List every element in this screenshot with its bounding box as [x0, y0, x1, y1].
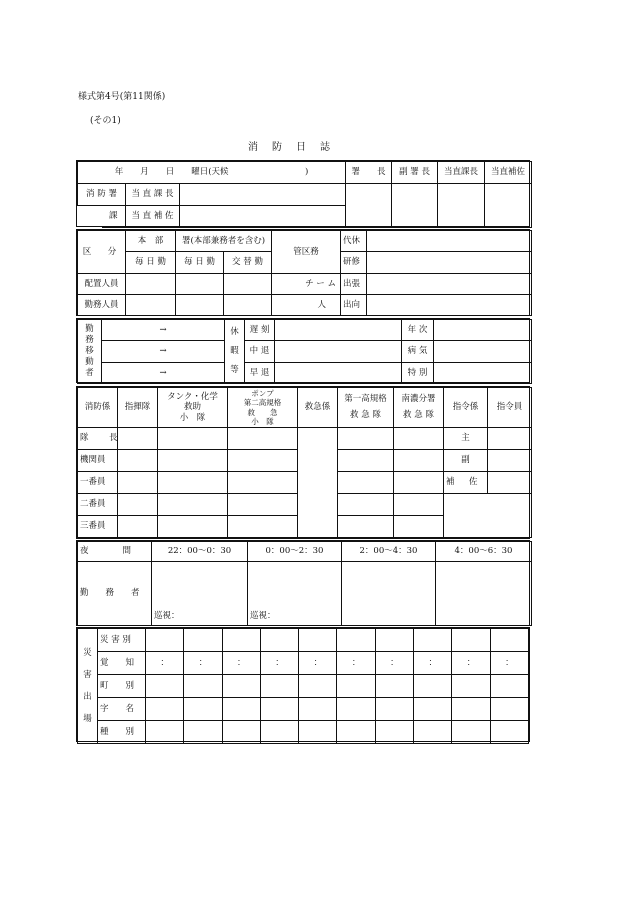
- duty-assistant-field[interactable]: [180, 206, 346, 228]
- fire-station-label: 消 防 署: [78, 184, 126, 206]
- town-cell[interactable]: [490, 675, 528, 698]
- tank-member3-field[interactable]: [158, 516, 228, 538]
- vice-chief-stamp[interactable]: [392, 184, 438, 228]
- category-cell[interactable]: [490, 721, 528, 744]
- disaster-type-cell[interactable]: [452, 629, 490, 652]
- member2-label: 二番員: [78, 494, 118, 516]
- slot2-patrol[interactable]: 巡視：: [248, 562, 342, 626]
- duty-section-chief-stamp[interactable]: [438, 184, 485, 228]
- sick-leave-field[interactable]: [434, 341, 532, 363]
- working-rotation-field[interactable]: [224, 295, 272, 316]
- hs1-engineer-field[interactable]: [338, 450, 394, 472]
- jurisdiction-label: 管区務: [272, 231, 341, 274]
- disaster-type-cell[interactable]: [337, 629, 375, 652]
- division-label: 区 分: [78, 231, 126, 274]
- tank-leader-field[interactable]: [158, 428, 228, 450]
- engineer-label: 機関員: [78, 450, 118, 472]
- cmd-engineer-field[interactable]: [118, 450, 158, 472]
- annual-leave-field[interactable]: [434, 320, 532, 341]
- station-daily-label: 毎 日 勤: [176, 252, 224, 274]
- town-cell[interactable]: [184, 675, 222, 698]
- command-unit-header: 指揮隊: [118, 388, 158, 428]
- member3-label: 三番員: [78, 516, 118, 538]
- slot4-header: 4：00〜6：30: [436, 542, 532, 562]
- category-cell[interactable]: [337, 721, 375, 744]
- date-weather-line: 年 月 日 曜日(天候 ): [78, 162, 346, 184]
- ems-header: 救急係: [298, 388, 338, 428]
- team-label: チ ー ム: [272, 274, 341, 295]
- dispatch-extra-field[interactable]: [444, 494, 532, 538]
- special-leave-label: 特 別: [402, 363, 434, 384]
- secondment-field[interactable]: [367, 295, 532, 316]
- hs1-member2-field[interactable]: [338, 494, 394, 516]
- address-cell[interactable]: [260, 698, 298, 721]
- address-cell[interactable]: [299, 698, 337, 721]
- disaster-type-cell[interactable]: [299, 629, 337, 652]
- disaster-dispatch-group-label: 災害出場: [78, 629, 98, 744]
- transfer-row-1[interactable]: →: [102, 320, 225, 341]
- annual-leave-label: 年 次: [402, 320, 434, 341]
- town-cell[interactable]: [299, 675, 337, 698]
- nanno-member2-field[interactable]: [394, 494, 444, 516]
- page-title: 消 防 日 誌: [248, 142, 332, 153]
- cmd-member1-field[interactable]: [118, 472, 158, 494]
- assigned-station-daily-field[interactable]: [176, 274, 224, 295]
- hs1-ems-header: 第一高規格 救 急 隊: [338, 388, 394, 428]
- address-cell[interactable]: [452, 698, 490, 721]
- working-personnel-label: 勤務人員: [78, 295, 126, 316]
- training-field[interactable]: [367, 252, 532, 274]
- awareness-time-cell[interactable]: ：: [414, 652, 452, 675]
- hs1-member1-field[interactable]: [338, 472, 394, 494]
- duty-assistant-stamp[interactable]: [485, 184, 532, 228]
- duty-section-chief-label: 当直課長: [438, 162, 485, 184]
- disaster-type-cell[interactable]: [184, 629, 222, 652]
- awareness-time-cell[interactable]: ：: [490, 652, 528, 675]
- business-trip-label: 出張: [341, 274, 367, 295]
- disaster-type-cell[interactable]: [222, 629, 260, 652]
- member1-label: 一番員: [78, 472, 118, 494]
- dispatch-main-label: 主: [444, 428, 488, 450]
- substitute-holiday-field[interactable]: [367, 231, 532, 252]
- assigned-personnel-label: 配置人員: [78, 274, 126, 295]
- chief-stamp[interactable]: [346, 184, 392, 228]
- section-disaster-dispatch: [76, 627, 530, 742]
- section-header-block: [76, 160, 530, 227]
- category-cell[interactable]: [260, 721, 298, 744]
- category-label: 種 別: [98, 721, 146, 744]
- transfer-group-label: 勤務移動者: [78, 320, 102, 384]
- section-transfer-leave: [76, 318, 530, 383]
- awareness-label: 覚 知: [98, 652, 146, 675]
- tank-engineer-field[interactable]: [158, 450, 228, 472]
- special-leave-field[interactable]: [434, 363, 532, 384]
- nanno-leader-field[interactable]: [394, 428, 444, 450]
- disaster-type-label: 災 害 別: [98, 629, 146, 652]
- awareness-time-cell[interactable]: ：: [452, 652, 490, 675]
- pump-member2-field[interactable]: [228, 494, 298, 516]
- nanno-engineer-field[interactable]: [394, 450, 444, 472]
- disaster-type-cell[interactable]: [375, 629, 413, 652]
- address-cell[interactable]: [222, 698, 260, 721]
- awareness-time-cell[interactable]: ：: [222, 652, 260, 675]
- assigned-hq-field[interactable]: [126, 274, 176, 295]
- disaster-type-cell[interactable]: [490, 629, 528, 652]
- dispatch-assist-field[interactable]: [488, 472, 532, 494]
- nanno-member1-field[interactable]: [394, 472, 444, 494]
- address-cell[interactable]: [184, 698, 222, 721]
- substitute-holiday-label: 代休: [341, 231, 367, 252]
- training-label: 研修: [341, 252, 367, 274]
- late-field[interactable]: [275, 320, 402, 341]
- awareness-time-cell[interactable]: ：: [184, 652, 222, 675]
- hq-label: 本 部: [126, 231, 176, 252]
- town-cell[interactable]: [260, 675, 298, 698]
- dispatch-sub-field[interactable]: [488, 450, 532, 472]
- awareness-time-cell[interactable]: ：: [299, 652, 337, 675]
- hq-daily-label: 毎 日 勤: [126, 252, 176, 274]
- section-unit-roster: [76, 386, 530, 539]
- hs1-member3-field[interactable]: [338, 516, 394, 538]
- section-label: 課: [102, 206, 126, 228]
- address-cell[interactable]: [375, 698, 413, 721]
- slot1-patrol[interactable]: 巡視：: [152, 562, 248, 626]
- leader-label: 隊 長: [78, 428, 118, 450]
- business-trip-field[interactable]: [367, 274, 532, 295]
- pump-leader-field[interactable]: [228, 428, 298, 450]
- vice-chief-label: 副 署 長: [392, 162, 438, 184]
- rotation-label: 交 替 勤: [224, 252, 272, 274]
- secondment-label: 出向: [341, 295, 367, 316]
- nanno-member3-field[interactable]: [394, 516, 444, 538]
- disaster-type-cell[interactable]: [146, 629, 184, 652]
- dispatch-main-field[interactable]: [488, 428, 532, 450]
- night-label: 夜 間: [78, 542, 152, 562]
- pump-engineer-field[interactable]: [228, 450, 298, 472]
- awareness-time-cell[interactable]: ：: [260, 652, 298, 675]
- leave-mid-field[interactable]: [275, 341, 402, 363]
- town-cell[interactable]: [414, 675, 452, 698]
- early-leave-field[interactable]: [275, 363, 402, 384]
- category-cell[interactable]: [222, 721, 260, 744]
- night-worker-label: 勤 務 者: [78, 562, 152, 626]
- section-personnel: [76, 229, 530, 316]
- working-station-daily-field[interactable]: [176, 295, 224, 316]
- category-cell[interactable]: [375, 721, 413, 744]
- category-cell[interactable]: [146, 721, 184, 744]
- category-cell[interactable]: [414, 721, 452, 744]
- late-label: 遅 刻: [245, 320, 275, 341]
- address-label: 字 名: [98, 698, 146, 721]
- cmd-member2-field[interactable]: [118, 494, 158, 516]
- nanno-ems-header: 南濃分署 救 急 隊: [394, 388, 444, 428]
- tank-chem-rescue-header: タンク・化学 救助 小 隊: [158, 388, 228, 428]
- duty-assistant-row-label: 当 直 補 佐: [126, 206, 180, 228]
- duty-section-chief-field[interactable]: [180, 184, 346, 206]
- tank-member1-field[interactable]: [158, 472, 228, 494]
- town-label: 町 別: [98, 675, 146, 698]
- pump-member1-field[interactable]: [228, 472, 298, 494]
- town-cell[interactable]: [146, 675, 184, 698]
- slot1-header: 22：00〜0：30: [152, 542, 248, 562]
- slot3-header: 2：00〜4：30: [342, 542, 436, 562]
- town-cell[interactable]: [375, 675, 413, 698]
- address-cell[interactable]: [337, 698, 375, 721]
- chief-label: 署 長: [346, 162, 392, 184]
- leave-mid-label: 中 退: [245, 341, 275, 363]
- town-cell[interactable]: [222, 675, 260, 698]
- dispatch-assist-label: 補 佐: [444, 472, 488, 494]
- leave-group-label: 休暇等: [225, 320, 245, 384]
- form-number: 様式第4号(第11関係): [78, 92, 166, 102]
- town-cell[interactable]: [452, 675, 490, 698]
- slot2-header: 0：00〜2：30: [248, 542, 342, 562]
- section-night-duty: [76, 540, 530, 626]
- slot4-field[interactable]: [436, 562, 532, 626]
- transfer-row-2[interactable]: →: [102, 341, 225, 363]
- slot3-field[interactable]: [342, 562, 436, 626]
- awareness-time-cell[interactable]: ：: [146, 652, 184, 675]
- address-cell[interactable]: [414, 698, 452, 721]
- address-cell[interactable]: [146, 698, 184, 721]
- cmd-member3-field[interactable]: [118, 516, 158, 538]
- ems-roster-field[interactable]: [298, 428, 338, 538]
- category-cell[interactable]: [299, 721, 337, 744]
- town-cell[interactable]: [337, 675, 375, 698]
- person-unit-label: 人: [272, 295, 341, 316]
- disaster-type-cell[interactable]: [260, 629, 298, 652]
- tank-member2-field[interactable]: [158, 494, 228, 516]
- dispatch-sub-label: 副: [444, 450, 488, 472]
- assigned-rotation-field[interactable]: [224, 274, 272, 295]
- duty-assistant-label: 当直補佐: [485, 162, 532, 184]
- pump-header: ポンプ 第二高規格 救 急 小 隊: [228, 388, 298, 428]
- station-incl-label: 署(本部兼務者を含む): [176, 231, 272, 252]
- disaster-type-cell[interactable]: [414, 629, 452, 652]
- awareness-time-cell[interactable]: ：: [375, 652, 413, 675]
- category-cell[interactable]: [452, 721, 490, 744]
- sick-leave-label: 病 気: [402, 341, 434, 363]
- transfer-row-3[interactable]: →: [102, 363, 225, 384]
- pump-member3-field[interactable]: [228, 516, 298, 538]
- awareness-time-cell[interactable]: ：: [337, 652, 375, 675]
- duty-section-chief-row-label: 当 直 課 長: [126, 184, 180, 206]
- dispatch-header: 指令係: [444, 388, 488, 428]
- fire-unit-header: 消防係: [78, 388, 118, 428]
- early-leave-label: 早 退: [245, 363, 275, 384]
- hs1-leader-field[interactable]: [338, 428, 394, 450]
- category-cell[interactable]: [184, 721, 222, 744]
- dispatcher-header: 指令員: [488, 388, 532, 428]
- address-cell[interactable]: [490, 698, 528, 721]
- working-hq-field[interactable]: [126, 295, 176, 316]
- sub-number: (その1): [90, 116, 121, 126]
